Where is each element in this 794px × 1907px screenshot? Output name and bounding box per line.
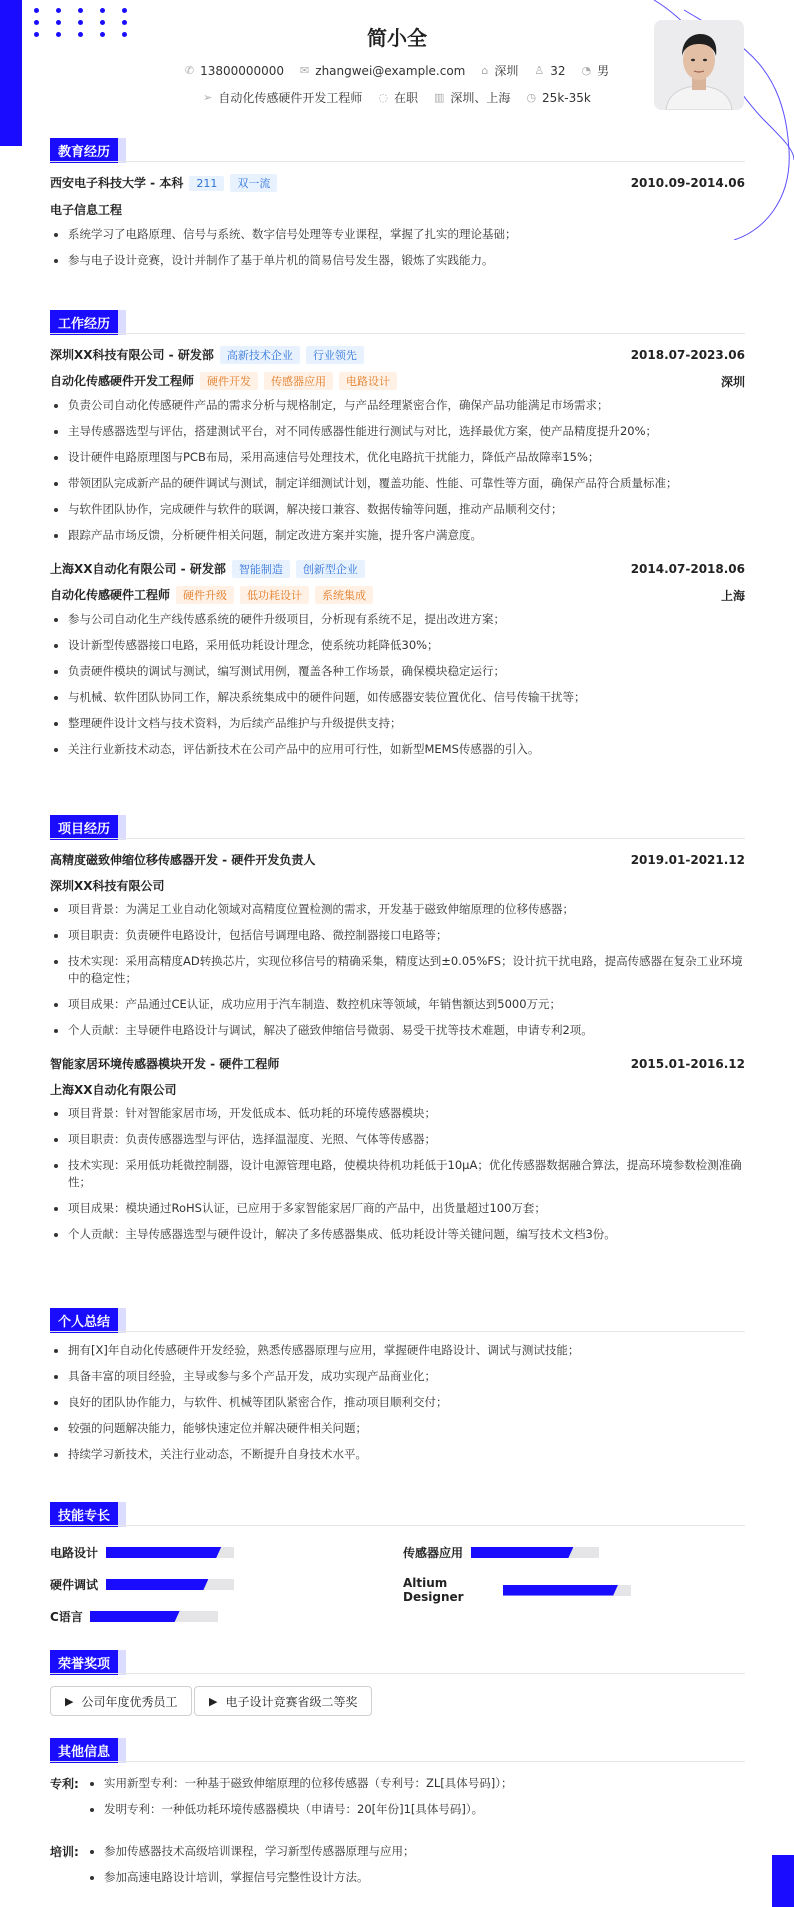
education-bullets bbox=[50, 226, 745, 269]
projects-section bbox=[50, 815, 745, 1243]
phone-icon: ✆ bbox=[184, 64, 195, 77]
skill-name: 电路设计 bbox=[50, 1546, 99, 1560]
portrait-image bbox=[654, 20, 744, 110]
target-city: 深圳、上海 bbox=[450, 91, 511, 105]
list-item: 项目职责：负责硬件电路设计，包括信号调理电路、微控制器接口电路等； bbox=[50, 927, 745, 944]
city: 深圳 bbox=[720, 374, 745, 389]
list-item: 良好的团队协作能力，与软件、机械等团队紧密合作，推动项目顺利交付； bbox=[50, 1394, 745, 1411]
avatar bbox=[654, 20, 744, 110]
skill-bar-fill bbox=[106, 1579, 208, 1590]
list-item: 负责硬件模块的调试与测试，编写测试用例，覆盖各种工作场景，确保模块稳定运行； bbox=[50, 663, 745, 680]
list-item: 设计硬件电路原理图与PCB布局，采用高速信号处理技术，优化电路抗干扰能力，降低产品故障率15%； bbox=[50, 449, 745, 466]
work-role bbox=[50, 586, 745, 604]
list-item: 项目背景：为满足工业自动化领域对高精度位置检测的需求，开发基于磁致伸缩原理的位移传感器； bbox=[50, 901, 745, 918]
project-header bbox=[50, 851, 745, 868]
skill-tag: 硬件升级 bbox=[176, 586, 234, 604]
list-item: 拥有[X]年自动化传感硬件开发经验，熟悉传感器原理与应用，掌握硬件电路设计、调试与测试技能； bbox=[50, 1342, 745, 1359]
tag: 行业领先 bbox=[306, 346, 364, 364]
skill-item bbox=[50, 1576, 234, 1593]
building-icon: ▥ bbox=[434, 91, 445, 104]
work-role bbox=[50, 372, 745, 390]
tag: 智能制造 bbox=[232, 560, 290, 578]
list-item: 系统学习了电路原理、信号与系统、数字信号处理等专业课程，掌握了扎实的理论基础； bbox=[50, 226, 745, 243]
list-item: 技术实现：采用高精度AD转换芯片，实现位移信号的精确采集，精度达到±0.05%FS；设计抗干扰电路，提高传感器在复杂工业环境中的稳定性； bbox=[50, 953, 745, 987]
list-item: 整理硬件设计文档与技术资料，为后续产品维护与升级提供支持； bbox=[50, 715, 745, 732]
skill-name: Altium Designer bbox=[403, 1576, 464, 1604]
award-badge bbox=[194, 1686, 372, 1716]
age: 32 bbox=[550, 63, 566, 78]
date: 2015.01-2016.12 bbox=[630, 1056, 745, 1071]
list-item: 主导传感器选型与评估，搭建测试平台，对不同传感器性能进行测试与对比，选择最优方案，使产品精度提升20%； bbox=[50, 423, 745, 440]
award-label: 公司年度优秀员工 bbox=[81, 1694, 178, 1709]
work-bullets bbox=[50, 611, 745, 758]
patent-label: 专利: bbox=[50, 1777, 79, 1791]
skill-tag: 硬件开发 bbox=[200, 372, 258, 390]
work-header bbox=[50, 346, 745, 364]
list-item: 项目成果：产品通过CE认证，成功应用于汽车制造、数控机床等领域，年销售额达到5000万元； bbox=[50, 996, 745, 1013]
skill-bar-fill bbox=[471, 1547, 573, 1558]
project-bullets bbox=[50, 901, 745, 1039]
job-title: 自动化传感硬件工程师 bbox=[50, 588, 171, 602]
list-item: 负责公司自动化传感硬件产品的需求分析与规格制定，与产品经理紧密合作，确保产品功能满足市场需求； bbox=[50, 397, 745, 414]
email-icon: ✉ bbox=[300, 64, 310, 77]
list-item: 设计新型传感器接口电路，采用低功耗设计理念，使系统功耗降低30%； bbox=[50, 637, 745, 654]
gender: 男 bbox=[597, 64, 610, 78]
list-item: 较强的问题解决能力，能够快速定位并解决硬件相关问题； bbox=[50, 1420, 745, 1437]
award-badge bbox=[50, 1686, 192, 1716]
school: 西安电子科技大学 - 本科 bbox=[50, 176, 184, 190]
section-title: 项目经历 bbox=[50, 815, 118, 840]
company: 上海XX自动化有限公司 - 研发部 bbox=[50, 562, 226, 576]
list-item: 与软件团队协作，完成硬件与软件的联调，解决接口兼容、数据传输等问题，推动产品顺利交付； bbox=[50, 501, 745, 518]
project-company: 上海XX自动化有限公司 bbox=[50, 1083, 177, 1097]
date: 2010.09-2014.06 bbox=[630, 176, 745, 190]
skill-bar bbox=[471, 1547, 599, 1558]
awards-section bbox=[50, 1650, 745, 1730]
other-section bbox=[50, 1738, 745, 1888]
candidate-name: 简小全 bbox=[367, 26, 427, 50]
work-section bbox=[50, 310, 745, 758]
list-item: 跟踪产品市场反馈，分析硬件相关问题，制定改进方案并实施，提升客户满意度。 bbox=[50, 527, 745, 544]
skill-bar-fill bbox=[106, 1547, 221, 1558]
work-header bbox=[50, 560, 745, 578]
skill-item bbox=[403, 1576, 631, 1604]
gender-icon: ◔ bbox=[581, 64, 592, 77]
location: 深圳 bbox=[494, 64, 519, 78]
city: 上海 bbox=[720, 588, 745, 603]
phone: 13800000000 bbox=[200, 63, 285, 78]
section-title: 荣誉奖项 bbox=[50, 1650, 118, 1675]
project-company: 深圳XX科技有限公司 bbox=[50, 879, 165, 893]
training-list bbox=[86, 1843, 736, 1886]
company: 深圳XX科技有限公司 - 研发部 bbox=[50, 348, 214, 362]
project-bullets bbox=[50, 1105, 745, 1243]
skills-section bbox=[50, 1502, 745, 1642]
project-header bbox=[50, 1055, 745, 1072]
date: 2014.07-2018.06 bbox=[630, 562, 745, 576]
home-icon: ⌂ bbox=[481, 64, 489, 77]
play-icon: ▶ bbox=[209, 1694, 218, 1708]
list-item: 持续学习新技术，关注行业动态，不断提升自身技术水平。 bbox=[50, 1446, 745, 1463]
job-status: 在职 bbox=[394, 91, 419, 105]
award-label: 电子设计竞赛省级二等奖 bbox=[225, 1694, 358, 1709]
project-name: 高精度磁致伸缩位移传感器开发 - 硬件开发负责人 bbox=[50, 853, 316, 867]
age-icon: ♙ bbox=[534, 64, 545, 77]
tag: 211 bbox=[189, 176, 224, 191]
skill-bar bbox=[106, 1579, 234, 1590]
skill-item bbox=[50, 1608, 218, 1625]
bottom-right-accent-bar bbox=[772, 1855, 794, 1907]
list-item: 具备丰富的项目经验，主导或参与多个产品开发，成功实现产品商业化； bbox=[50, 1368, 745, 1385]
skill-tag: 低功耗设计 bbox=[240, 586, 309, 604]
summary-section bbox=[50, 1308, 745, 1463]
date: 2018.07-2023.06 bbox=[630, 348, 745, 362]
education-section bbox=[50, 138, 745, 269]
skill-bar-fill bbox=[503, 1585, 618, 1596]
skill-bar bbox=[503, 1585, 631, 1596]
skill-item bbox=[50, 1544, 234, 1561]
list-item: 技术实现：采用低功耗微控制器，设计电源管理电路，使模块待机功耗低于10μA；优化传感器数据融合算法，提高环境参数检测准确性； bbox=[50, 1157, 745, 1191]
play-icon: ▶ bbox=[65, 1694, 74, 1708]
list-item: 发明专利：一种低功耗环境传感器模块（申请号：20[年份]1[具体号码]）。 bbox=[86, 1801, 736, 1818]
education-header bbox=[50, 174, 745, 192]
list-item: 参加传感器技术高级培训课程，学习新型传感器原理与应用； bbox=[86, 1843, 736, 1860]
patent-list bbox=[86, 1775, 736, 1818]
list-item: 参与公司自动化生产线传感系统的硬件升级项目，分析现有系统不足，提出改进方案； bbox=[50, 611, 745, 628]
skill-name: 传感器应用 bbox=[403, 1546, 464, 1560]
list-item: 项目背景：针对智能家居市场，开发低成本、低功耗的环境传感器模块； bbox=[50, 1105, 745, 1122]
list-item: 个人贡献：主导传感器选型与硬件设计，解决了多传感器集成、低功耗设计等关键问题，编写技术文档3份。 bbox=[50, 1226, 745, 1243]
section-title: 技能专长 bbox=[50, 1502, 118, 1527]
list-item: 关注行业新技术动态，评估新技术在公司产品中的应用可行性，如新型MEMS传感器的引入。 bbox=[50, 741, 745, 758]
list-item: 带领团队完成新产品的硬件调试与测试，制定详细测试计划，覆盖功能、性能、可靠性等方面，确保产品符合质量标准； bbox=[50, 475, 745, 492]
list-item: 项目职责：负责传感器选型与评估，选择温湿度、光照、气体等传感器； bbox=[50, 1131, 745, 1148]
skill-item bbox=[403, 1544, 599, 1561]
skill-bar bbox=[106, 1547, 234, 1558]
skill-bar bbox=[90, 1611, 218, 1622]
send-icon: ➢ bbox=[203, 91, 213, 104]
summary-bullets bbox=[50, 1342, 745, 1463]
list-item: 个人贡献：主导硬件电路设计与调试，解决了磁致伸缩信号微弱、易受干扰等技术难题，申请专利2项。 bbox=[50, 1022, 745, 1039]
section-title: 工作经历 bbox=[50, 310, 118, 335]
date: 2019.01-2021.12 bbox=[630, 852, 745, 867]
list-item: 与机械、软件团队协同工作，解决系统集成中的硬件问题，如传感器安装位置优化、信号传输干扰等； bbox=[50, 689, 745, 706]
major: 电子信息工程 bbox=[50, 203, 123, 217]
list-item: 参与电子设计竞赛，设计并制作了基于单片机的简易信号发生器，锻炼了实践能力。 bbox=[50, 252, 745, 269]
job-title: 自动化传感硬件开发工程师 bbox=[50, 374, 195, 388]
status-icon: ◌ bbox=[378, 91, 388, 104]
skill-bar-fill bbox=[90, 1611, 180, 1622]
salary: 25k-35k bbox=[542, 90, 591, 105]
training-label: 培训: bbox=[50, 1845, 79, 1859]
work-bullets bbox=[50, 397, 745, 544]
email: zhangwei@example.com bbox=[315, 63, 466, 78]
project-name: 智能家居环境传感器模块开发 - 硬件工程师 bbox=[50, 1057, 280, 1071]
list-item: 实用新型专利：一种基于磁致伸缩原理的位移传感器（专利号：ZL[具体号码]）； bbox=[86, 1775, 736, 1792]
target-job: 自动化传感硬件开发工程师 bbox=[218, 91, 363, 105]
list-item: 项目成果：模块通过RoHS认证，已应用于多家智能家居厂商的产品中，出货量超过100万套； bbox=[50, 1200, 745, 1217]
skill-tag: 传感器应用 bbox=[264, 372, 333, 390]
section-title: 个人总结 bbox=[50, 1308, 118, 1333]
skill-name: 硬件调试 bbox=[50, 1578, 99, 1592]
tag: 高新技术企业 bbox=[220, 346, 300, 364]
skill-tag: 电路设计 bbox=[339, 372, 397, 390]
section-title: 教育经历 bbox=[50, 138, 118, 163]
tag: 创新型企业 bbox=[296, 560, 365, 578]
list-item: 参加高速电路设计培训，掌握信号完整性设计方法。 bbox=[86, 1869, 736, 1886]
tag: 双一流 bbox=[230, 174, 277, 192]
section-title: 其他信息 bbox=[50, 1738, 118, 1763]
skill-tag: 系统集成 bbox=[315, 586, 373, 604]
skill-name: C语言 bbox=[50, 1610, 83, 1624]
salary-icon: ◷ bbox=[526, 91, 537, 104]
